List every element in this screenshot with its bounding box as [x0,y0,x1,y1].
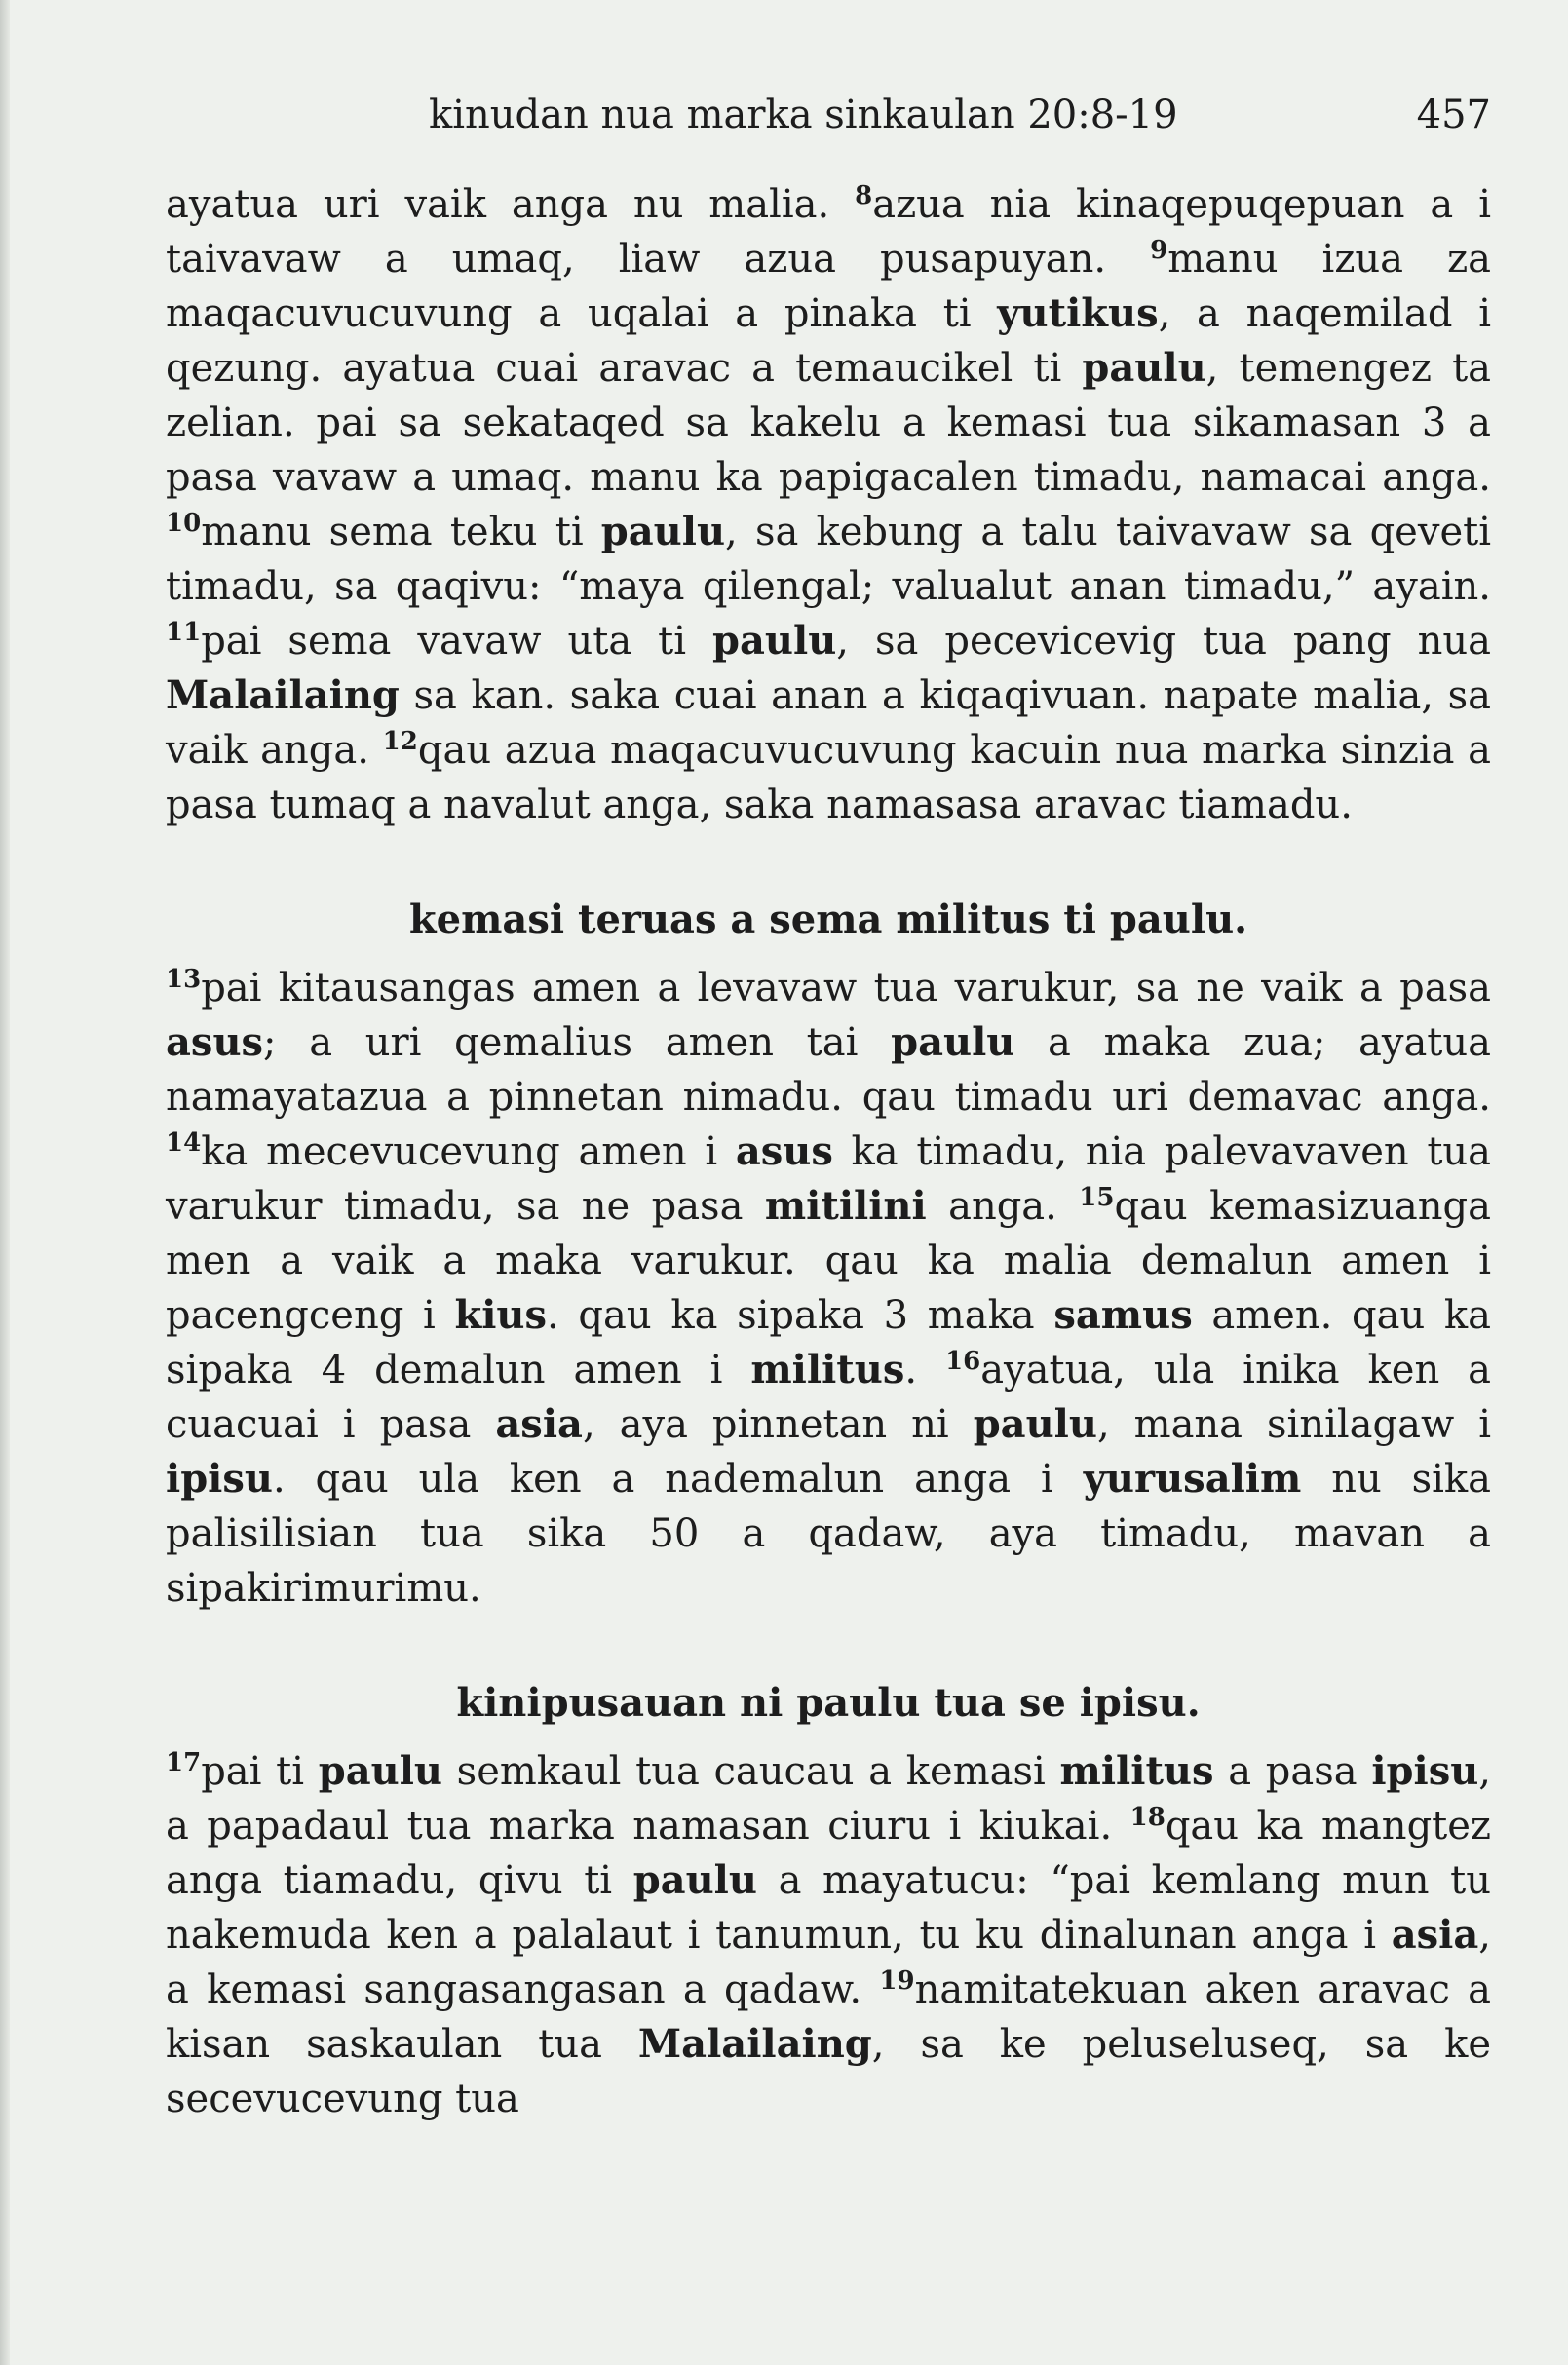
proper-name: paulu [712,618,837,664]
verse-number: 10 [166,509,202,538]
verse-number: 17 [166,1748,202,1777]
text-run: , a kemasi sangasangasan a qadaw. [166,1913,1491,2012]
paragraph [166,1744,1491,2126]
proper-name: yutikus [997,290,1159,336]
text-run: pai sema vavaw uta ti [201,619,713,664]
proper-name: asia [1391,1912,1479,1958]
proper-name: kius [454,1292,548,1338]
paragraph [166,177,1491,832]
text-run: . [904,1348,946,1392]
proper-name: samus [1053,1292,1193,1338]
text-run: manu sema teku ti [201,510,601,554]
proper-name: militus [750,1347,905,1392]
verse-number: 14 [166,1128,202,1158]
text-run: , sa ke peluseluseq, sa ke secevucevung tua [166,2022,1491,2121]
text-run: , sa pecevicevig tua pang nua [836,619,1491,664]
proper-name: asus [166,1019,264,1065]
page-body [166,177,1491,2126]
text-run: qau ka mangtez anga tiamadu, qivu ti [166,1804,1491,1903]
text-run: sa kan. saka cuai anan a kiqaqivuan. napate malia, sa vaik anga. [166,673,1491,773]
proper-name: asia [495,1401,583,1447]
text-run: , sa kebung a talu taivavaw sa qeveti timadu, sa qaqivu: “maya qilengal; valualut anan timadu,” ayain. [166,510,1491,609]
proper-name: paulu [973,1401,1097,1447]
proper-name: asus [735,1128,833,1174]
text-run: , aya pinnetan ni [582,1402,974,1447]
page-number: 457 [1416,93,1491,137]
section-heading: kemasi teruas a sema militus ti paulu. [408,896,1248,942]
proper-name: Malailaing [166,672,400,718]
text-run: . qau ula ken a nademalun anga i [272,1457,1084,1502]
proper-name: paulu [1082,345,1206,391]
verse-number: 13 [166,965,202,994]
proper-name: paulu [318,1748,442,1794]
text-run: , a papadaul tua marka namasan ciuru i kiukai. [166,1749,1492,1849]
verse-number: 19 [879,1966,915,1996]
text-run: semkaul tua caucau a kemasi [441,1749,1060,1794]
verse-number: 11 [166,618,202,647]
text-run: anga. [926,1184,1080,1229]
verse-number: 12 [382,727,418,756]
text-run: , mana sinilagaw i [1096,1402,1491,1447]
text-run: ayatua uri vaik anga nu malia. [166,182,856,227]
proper-name: mitilini [764,1183,927,1229]
text-run: ayatua, ula inika ken a cuacuai i pasa [166,1348,1491,1447]
running-title: kinudan nua marka sinkaulan 20:8-19 [429,93,1178,137]
text-run: . qau ka sipaka 3 maka [547,1293,1054,1338]
proper-name: paulu [600,509,726,554]
proper-name: paulu [632,1857,757,1903]
text-run: , temengez ta zelian. pai sa sekataqed sa kakelu a kemasi tua sikamasan 3 a pasa vavaw a umaq. manu ka papigacalen timadu, namacai anga. [166,346,1491,500]
verse-number: 9 [1150,236,1168,265]
text-run: ; a uri qemalius amen tai [263,1020,892,1065]
text-run: a pasa [1213,1749,1372,1794]
text-run: ka mecevucevung amen i [201,1129,736,1174]
section-heading: kinipusauan ni paulu tua se ipisu. [456,1680,1201,1726]
verse-number: 8 [855,181,873,210]
verse-number: 16 [945,1347,981,1376]
text-run: pai kitausangas amen a levavaw tua varukur, sa ne vaik a pasa [201,966,1491,1011]
text-run: ka timadu, nia palevavaven tua varukur timadu, sa ne pasa [166,1129,1491,1229]
proper-name: Malailaing [637,2021,872,2067]
text-run: pai ti [201,1749,319,1794]
verse-number: 18 [1129,1803,1166,1832]
page-header [429,86,1491,144]
proper-name: ipisu [1371,1748,1479,1794]
page-edge [0,0,10,2365]
text-run: , a naqemilad i qezung. ayatua cuai aravac a temaucikel ti [166,291,1491,391]
proper-name: yurusalim [1083,1456,1302,1502]
text-run: qau kemasizuanga men a vaik a maka varukur. qau ka malia demalun amen i pacengceng i [166,1184,1491,1338]
verse-number: 15 [1079,1183,1115,1212]
text-run: namitatekuan aken aravac a kisan saskaulan tua [166,1967,1491,2067]
proper-name: militus [1059,1748,1214,1794]
text-run: amen. qau ka sipaka 4 demalun amen i [166,1293,1492,1392]
proper-name: ipisu [166,1456,273,1502]
text-run: azua nia kinaqepuqepuan a i taivavaw a umaq, liaw azua pusapuyan. [166,182,1491,282]
text-run: a mayatucu: “pai kemlang mun tu nakemuda ken a palalaut i tanumun, tu ku dinalunan anga i [166,1858,1491,1958]
text-run: manu izua za maqacuvucuvung a uqalai a pinaka ti [166,237,1491,336]
proper-name: paulu [891,1019,1015,1065]
text-run: nu sika palisilisian tua sika 50 a qadaw, aya timadu, mavan a sipakirimurimu. [166,1457,1492,1611]
text-run: qau azua maqacuvucuvung kacuin nua marka sinzia a pasa tumaq a navalut anga, saka namasasa aravac tiamadu. [166,728,1491,827]
paragraph [166,961,1491,1616]
text-run: a maka zua; ayatua namayatazua a pinnetan nimadu. qau timadu uri demavac anga. [166,1020,1491,1120]
